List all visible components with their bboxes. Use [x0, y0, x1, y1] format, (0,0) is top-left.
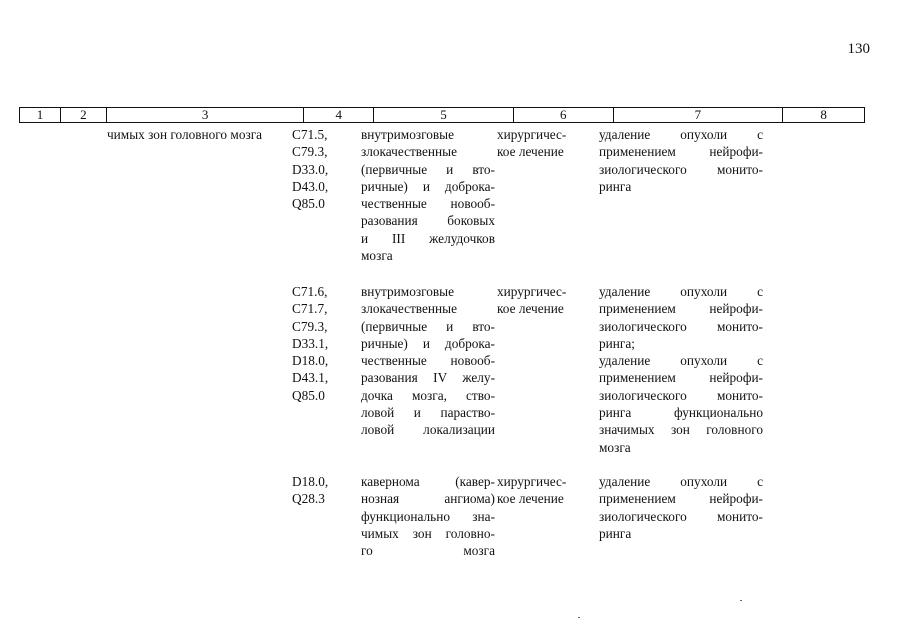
cell-text-line: C71.5,: [292, 127, 328, 142]
cell-column-6: [497, 283, 593, 318]
cell-text-line: C71.6,: [292, 284, 328, 299]
cell-text-line: значимых зон головного: [599, 422, 763, 438]
cell-text-line: хирургичес-: [497, 127, 567, 142]
header-cell-8: 8: [820, 107, 827, 122]
cell-text-line: ринга функционально: [599, 405, 763, 421]
cell-text-line: кое лечение: [497, 301, 564, 317]
cell-text-line: удаление опухоли с: [599, 284, 763, 299]
cell-text-line: и III желудочков: [361, 230, 495, 246]
cell-text-line: применением нейрофи-: [599, 370, 763, 386]
page-number: 130: [847, 41, 870, 57]
cell-text-line: хирургичес-: [497, 284, 567, 299]
cell-text-line: зиологического монито-: [599, 318, 763, 334]
cell-text-line: D18.0,: [292, 353, 329, 369]
cell-text-line: Q85.0: [292, 196, 325, 212]
cell-column-7: [599, 473, 763, 542]
header-cell-6: 6: [514, 108, 614, 122]
cell-text-line: применением нейрофи-: [599, 491, 763, 507]
cell-text-line: ловой и параство-: [361, 405, 495, 421]
cell-column-3: [107, 126, 289, 143]
cell-text-line: кое лечение: [497, 144, 564, 160]
header-cell-4: 4: [304, 108, 374, 122]
cell-text-line: D43.1,: [292, 370, 329, 386]
cell-column-4: [292, 126, 356, 212]
header-cell-5: 5: [374, 108, 514, 122]
cell-text-line: внутримозговые: [361, 127, 454, 142]
cell-column-5: [361, 126, 495, 264]
cell-column-7: [599, 126, 763, 195]
header-cell-2: 2: [61, 108, 107, 122]
cell-text-line: D33.0,: [292, 161, 329, 177]
cell-text-line: чественные новооб-: [361, 196, 495, 212]
cell-text-line: D18.0,: [292, 474, 329, 489]
cell-column-4: [292, 283, 356, 404]
cell-text-line: удаление опухоли с: [599, 474, 763, 489]
cell-text-line: хирургичес-: [497, 474, 567, 489]
cell-column-7: [599, 283, 763, 456]
cell-text-line: D43.0,: [292, 178, 329, 194]
cell-text-line: ринга: [599, 525, 632, 541]
cell-text-line: го мозга: [361, 543, 495, 559]
table-header-row: [19, 107, 865, 123]
cell-text-line: кое лечение: [497, 491, 564, 507]
cell-text-line: Q85.0: [292, 387, 325, 403]
cell-column-4: [292, 473, 356, 508]
cell-text-line: (первичные и вто-: [361, 161, 495, 177]
scan-speck: [740, 600, 742, 601]
cell-text-line: разования IV желу-: [361, 370, 495, 386]
cell-text-line: дочка мозга, ство-: [361, 387, 495, 403]
cell-text-line: зиологического монито-: [599, 508, 763, 524]
cell-text-line: ловой локализации: [361, 422, 495, 438]
cell-text-line: ричные) и доброка-: [361, 178, 495, 194]
cell-text-line: зиологического монито-: [599, 387, 763, 403]
cell-text-line: чественные новооб-: [361, 353, 495, 369]
cell-text-line: удаление опухоли с: [599, 353, 763, 369]
cell-text-line: C71.7,: [292, 301, 328, 317]
cell-text-line: (первичные и вто-: [361, 318, 495, 334]
cell-text-line: ринга: [599, 178, 632, 194]
cell-text-line: C79.3,: [292, 144, 328, 160]
cell-text-line: D33.1,: [292, 335, 329, 351]
cell-column-6: [497, 126, 593, 161]
cell-text-line: C79.3,: [292, 318, 328, 334]
header-cell-3: 3: [107, 108, 305, 122]
scan-speck: [578, 617, 580, 618]
cell-text-line: ричные) и доброка-: [361, 335, 495, 351]
cell-text-line: злокачественные: [361, 144, 457, 160]
cell-text-line: применением нейрофи-: [599, 301, 763, 317]
cell-column-5: [361, 283, 495, 439]
cell-text-line: злокачественные: [361, 301, 457, 317]
cell-text-line: зиологического монито-: [599, 161, 763, 177]
cell-text-line: чимых зон головно-: [361, 525, 495, 541]
cell-text-line: мозга: [599, 439, 631, 455]
cell-text-line: нозная ангиома): [361, 491, 495, 507]
header-cell-1: 1: [20, 108, 61, 122]
cell-text-line: мозга: [361, 248, 393, 264]
cell-text-line: ринга;: [599, 335, 635, 351]
header-cell-7: 7: [614, 108, 784, 122]
cell-text-line: разования боковых: [361, 213, 495, 229]
cell-text-line: кавернома (кавер-: [361, 474, 495, 489]
cell-text-line: чимых зон головного мозга: [107, 127, 263, 142]
cell-text-line: функционально зна-: [361, 508, 495, 524]
cell-column-6: [497, 473, 593, 508]
cell-text-line: применением нейрофи-: [599, 144, 763, 160]
cell-column-5: [361, 473, 495, 559]
cell-text-line: внутримозговые: [361, 284, 454, 299]
cell-text-line: Q28.3: [292, 491, 325, 507]
cell-text-line: удаление опухоли с: [599, 127, 763, 142]
